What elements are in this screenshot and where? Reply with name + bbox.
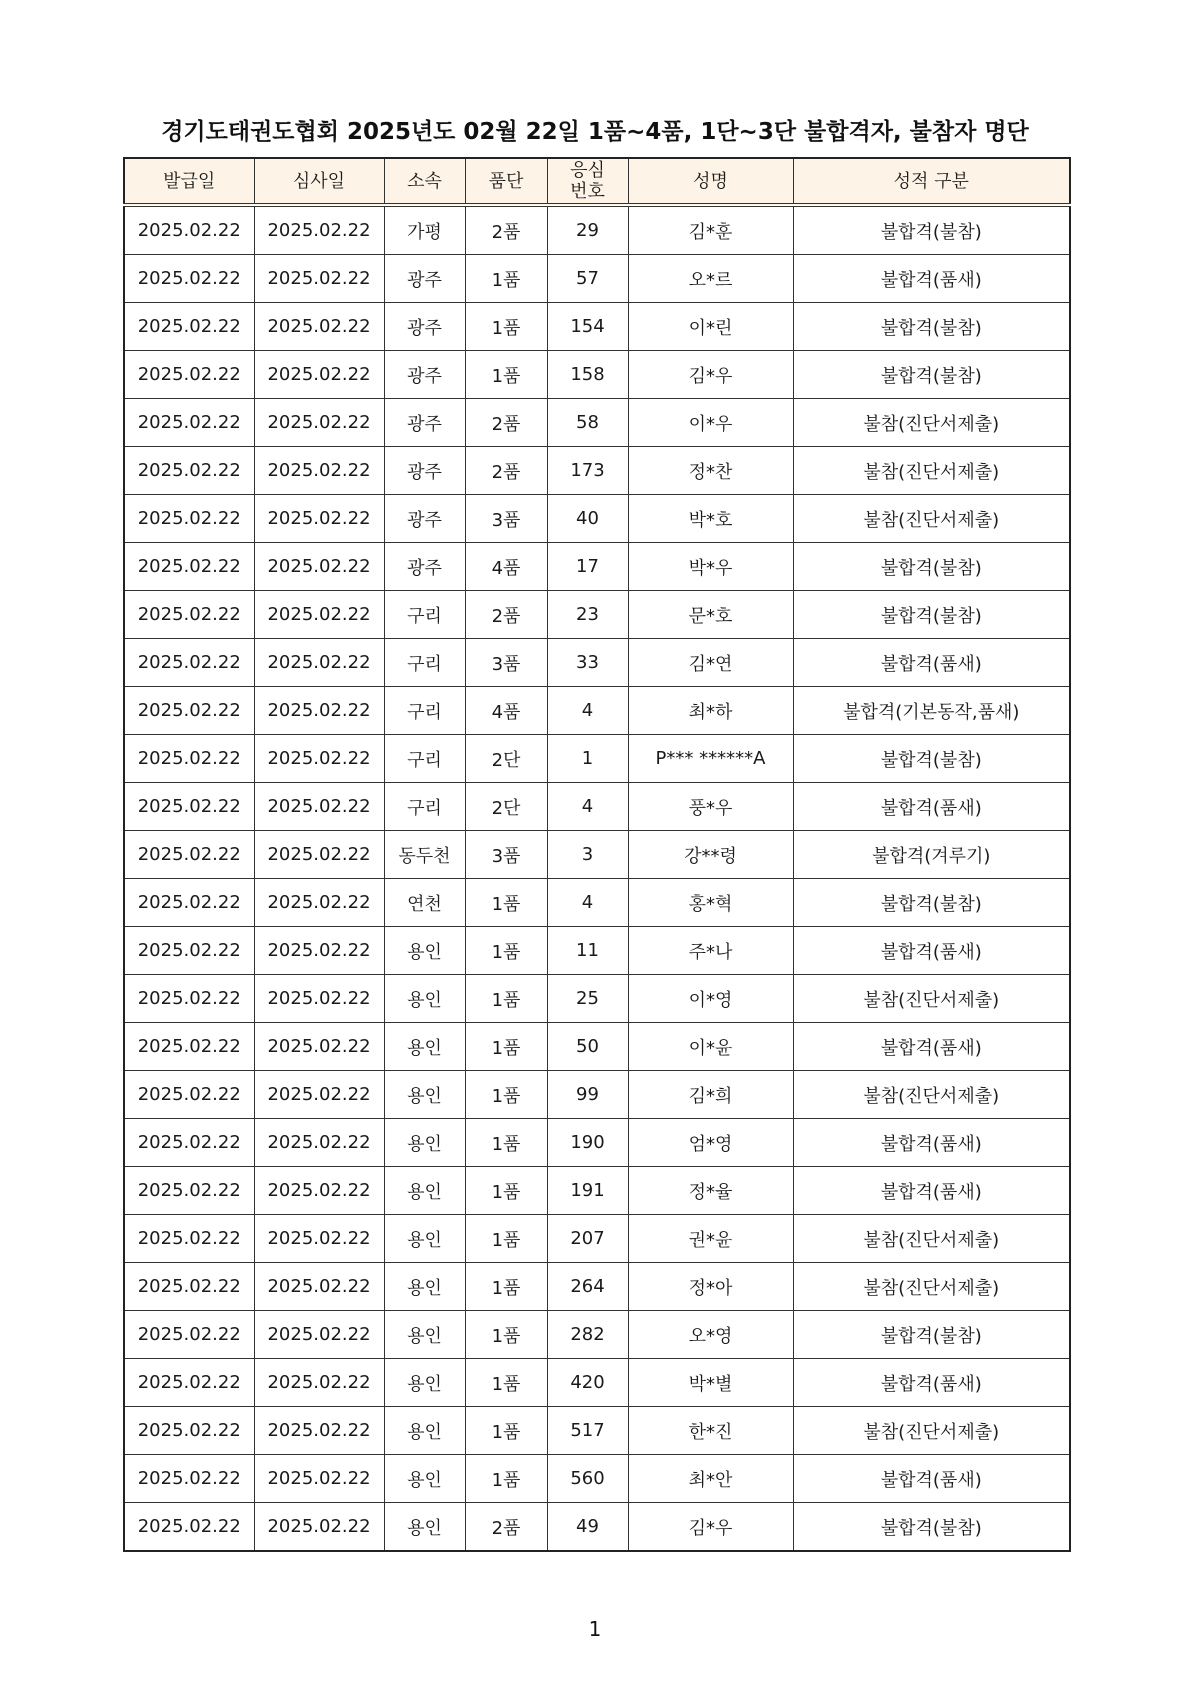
- cell-name: 이*영: [628, 975, 793, 1023]
- cell-exam-number: 58: [547, 399, 628, 447]
- cell-exam-number: 23: [547, 591, 628, 639]
- cell-issue-date: 2025.02.22: [124, 687, 254, 735]
- cell-exam-number: 190: [547, 1119, 628, 1167]
- cell-exam-date: 2025.02.22: [254, 975, 384, 1023]
- cell-club: 용인: [384, 1263, 465, 1311]
- table-row: [124, 399, 1070, 447]
- table-row: [124, 351, 1070, 399]
- cell-club: 용인: [384, 1167, 465, 1215]
- cell-issue-date: 2025.02.22: [124, 543, 254, 591]
- cell-result: 불합격(불참): [793, 591, 1070, 639]
- cell-grade: 2품: [465, 205, 547, 255]
- cell-club: 용인: [384, 1215, 465, 1263]
- cell-issue-date: 2025.02.22: [124, 1503, 254, 1552]
- cell-club: 광주: [384, 543, 465, 591]
- cell-exam-date: 2025.02.22: [254, 927, 384, 975]
- cell-club: 구리: [384, 639, 465, 687]
- cell-name: 엄*영: [628, 1119, 793, 1167]
- table-row: [124, 591, 1070, 639]
- cell-name: 김*연: [628, 639, 793, 687]
- cell-name: 오*영: [628, 1311, 793, 1359]
- table-row: [124, 975, 1070, 1023]
- cell-exam-number: 11: [547, 927, 628, 975]
- table-row: [124, 495, 1070, 543]
- cell-issue-date: 2025.02.22: [124, 1359, 254, 1407]
- cell-club: 용인: [384, 1359, 465, 1407]
- table-row: [124, 205, 1070, 255]
- cell-grade: 2품: [465, 1503, 547, 1552]
- cell-exam-number: 158: [547, 351, 628, 399]
- cell-club: 광주: [384, 351, 465, 399]
- cell-name: 풍*우: [628, 783, 793, 831]
- cell-club: 구리: [384, 735, 465, 783]
- header-name: 성명: [628, 158, 793, 205]
- cell-club: 용인: [384, 1311, 465, 1359]
- cell-exam-number: 207: [547, 1215, 628, 1263]
- table-row: [124, 1407, 1070, 1455]
- cell-name: 김*우: [628, 351, 793, 399]
- cell-result: 불합격(불참): [793, 879, 1070, 927]
- cell-club: 용인: [384, 1023, 465, 1071]
- cell-result: 불합격(품새): [793, 927, 1070, 975]
- cell-exam-date: 2025.02.22: [254, 783, 384, 831]
- cell-grade: 1품: [465, 1023, 547, 1071]
- cell-exam-number: 3: [547, 831, 628, 879]
- cell-grade: 1품: [465, 1311, 547, 1359]
- cell-grade: 1품: [465, 927, 547, 975]
- header-row: [124, 158, 1070, 205]
- cell-issue-date: 2025.02.22: [124, 783, 254, 831]
- cell-exam-date: 2025.02.22: [254, 687, 384, 735]
- cell-exam-number: 191: [547, 1167, 628, 1215]
- cell-result: 불합격(품새): [793, 1167, 1070, 1215]
- cell-name: 권*윤: [628, 1215, 793, 1263]
- cell-issue-date: 2025.02.22: [124, 1023, 254, 1071]
- cell-club: 용인: [384, 1071, 465, 1119]
- cell-exam-date: 2025.02.22: [254, 1455, 384, 1503]
- cell-club: 용인: [384, 1119, 465, 1167]
- table-row: [124, 879, 1070, 927]
- cell-result: 불참(진단서제출): [793, 447, 1070, 495]
- cell-issue-date: 2025.02.22: [124, 1407, 254, 1455]
- document-title: 경기도태권도협회 2025년도 02월 22일 1품~4품, 1단~3단 불합격자, 불참자 명단: [161, 119, 1029, 145]
- cell-grade: 1품: [465, 1359, 547, 1407]
- cell-result: 불합격(품새): [793, 1455, 1070, 1503]
- cell-exam-date: 2025.02.22: [254, 735, 384, 783]
- cell-result: 불합격(불참): [793, 543, 1070, 591]
- cell-club: 용인: [384, 1455, 465, 1503]
- cell-club: 용인: [384, 975, 465, 1023]
- cell-grade: 2단: [465, 735, 547, 783]
- cell-issue-date: 2025.02.22: [124, 879, 254, 927]
- cell-result: 불합격(불참): [793, 1503, 1070, 1552]
- cell-exam-date: 2025.02.22: [254, 255, 384, 303]
- table-row: [124, 1503, 1070, 1552]
- cell-name: 이*윤: [628, 1023, 793, 1071]
- cell-issue-date: 2025.02.22: [124, 735, 254, 783]
- cell-exam-date: 2025.02.22: [254, 1503, 384, 1552]
- cell-result: 불합격(품새): [793, 1359, 1070, 1407]
- cell-exam-number: 25: [547, 975, 628, 1023]
- cell-club: 용인: [384, 927, 465, 975]
- cell-exam-date: 2025.02.22: [254, 1407, 384, 1455]
- cell-exam-date: 2025.02.22: [254, 1263, 384, 1311]
- cell-name: 이*우: [628, 399, 793, 447]
- cell-result: 불합격(기본동작,품새): [793, 687, 1070, 735]
- cell-club: 구리: [384, 687, 465, 735]
- cell-grade: 1품: [465, 975, 547, 1023]
- table-body: [124, 205, 1070, 1551]
- cell-grade: 1품: [465, 1215, 547, 1263]
- cell-grade: 1품: [465, 1167, 547, 1215]
- cell-result: 불합격(품새): [793, 639, 1070, 687]
- table-row: [124, 1311, 1070, 1359]
- cell-issue-date: 2025.02.22: [124, 1071, 254, 1119]
- cell-grade: 3품: [465, 831, 547, 879]
- cell-name: 홍*혁: [628, 879, 793, 927]
- header-result: 성적 구분: [793, 158, 1070, 205]
- cell-exam-date: 2025.02.22: [254, 879, 384, 927]
- table-header: [124, 158, 1070, 205]
- cell-club: 구리: [384, 783, 465, 831]
- cell-exam-date: 2025.02.22: [254, 1359, 384, 1407]
- cell-club: 광주: [384, 495, 465, 543]
- cell-name: 문*호: [628, 591, 793, 639]
- cell-name: 정*율: [628, 1167, 793, 1215]
- cell-exam-date: 2025.02.22: [254, 447, 384, 495]
- cell-issue-date: 2025.02.22: [124, 831, 254, 879]
- cell-issue-date: 2025.02.22: [124, 399, 254, 447]
- cell-club: 용인: [384, 1407, 465, 1455]
- cell-issue-date: 2025.02.22: [124, 1311, 254, 1359]
- cell-grade: 1품: [465, 1263, 547, 1311]
- cell-issue-date: 2025.02.22: [124, 639, 254, 687]
- cell-exam-date: 2025.02.22: [254, 831, 384, 879]
- cell-name: 김*우: [628, 1503, 793, 1552]
- cell-club: 동두천: [384, 831, 465, 879]
- cell-issue-date: 2025.02.22: [124, 1215, 254, 1263]
- cell-club: 광주: [384, 399, 465, 447]
- cell-name: 오*르: [628, 255, 793, 303]
- table-row: [124, 639, 1070, 687]
- cell-grade: 1품: [465, 255, 547, 303]
- cell-result: 불합격(겨루기): [793, 831, 1070, 879]
- cell-exam-date: 2025.02.22: [254, 351, 384, 399]
- cell-exam-number: 57: [547, 255, 628, 303]
- cell-result: 불합격(품새): [793, 1119, 1070, 1167]
- cell-name: 최*하: [628, 687, 793, 735]
- page-number: 1: [588, 1617, 602, 1641]
- cell-grade: 1품: [465, 303, 547, 351]
- cell-exam-date: 2025.02.22: [254, 543, 384, 591]
- header-club: 소속: [384, 158, 465, 205]
- cell-grade: 4품: [465, 687, 547, 735]
- table-row: [124, 255, 1070, 303]
- cell-grade: 1품: [465, 1071, 547, 1119]
- cell-club: 구리: [384, 591, 465, 639]
- cell-club: 광주: [384, 303, 465, 351]
- header-grade: 품단: [465, 158, 547, 205]
- cell-issue-date: 2025.02.22: [124, 447, 254, 495]
- header-exam-date: 심사일: [254, 158, 384, 205]
- table-row: [124, 1071, 1070, 1119]
- cell-exam-number: 560: [547, 1455, 628, 1503]
- cell-result: 불참(진단서제출): [793, 1215, 1070, 1263]
- table-row: [124, 927, 1070, 975]
- cell-name: 김*희: [628, 1071, 793, 1119]
- cell-exam-date: 2025.02.22: [254, 205, 384, 255]
- cell-result: 불참(진단서제출): [793, 495, 1070, 543]
- cell-exam-date: 2025.02.22: [254, 639, 384, 687]
- header-issue-date: 발급일: [124, 158, 254, 205]
- table-row: [124, 543, 1070, 591]
- cell-exam-date: 2025.02.22: [254, 1119, 384, 1167]
- cell-issue-date: 2025.02.22: [124, 1167, 254, 1215]
- cell-club: 용인: [384, 1503, 465, 1552]
- table-row: [124, 1167, 1070, 1215]
- cell-grade: 2품: [465, 399, 547, 447]
- cell-name: 최*안: [628, 1455, 793, 1503]
- cell-result: 불참(진단서제출): [793, 399, 1070, 447]
- table-row: [124, 1215, 1070, 1263]
- cell-grade: 1품: [465, 1455, 547, 1503]
- cell-name: 주*나: [628, 927, 793, 975]
- cell-issue-date: 2025.02.22: [124, 351, 254, 399]
- cell-result: 불합격(품새): [793, 1023, 1070, 1071]
- cell-exam-number: 4: [547, 783, 628, 831]
- cell-grade: 3품: [465, 639, 547, 687]
- cell-result: 불참(진단서제출): [793, 1407, 1070, 1455]
- cell-exam-number: 173: [547, 447, 628, 495]
- cell-name: 박*우: [628, 543, 793, 591]
- cell-issue-date: 2025.02.22: [124, 303, 254, 351]
- cell-grade: 4품: [465, 543, 547, 591]
- cell-issue-date: 2025.02.22: [124, 927, 254, 975]
- cell-name: 김*훈: [628, 205, 793, 255]
- cell-exam-date: 2025.02.22: [254, 1215, 384, 1263]
- cell-name: 한*진: [628, 1407, 793, 1455]
- cell-name: 박*별: [628, 1359, 793, 1407]
- cell-issue-date: 2025.02.22: [124, 495, 254, 543]
- cell-exam-number: 264: [547, 1263, 628, 1311]
- cell-issue-date: 2025.02.22: [124, 591, 254, 639]
- cell-exam-date: 2025.02.22: [254, 399, 384, 447]
- cell-result: 불참(진단서제출): [793, 1071, 1070, 1119]
- table-row: [124, 1455, 1070, 1503]
- cell-name: 정*찬: [628, 447, 793, 495]
- cell-exam-number: 50: [547, 1023, 628, 1071]
- table-row: [124, 1023, 1070, 1071]
- cell-issue-date: 2025.02.22: [124, 1263, 254, 1311]
- cell-exam-number: 4: [547, 687, 628, 735]
- table-row: [124, 831, 1070, 879]
- header-exam-number: 응심 번호: [547, 158, 628, 205]
- cell-grade: 2품: [465, 447, 547, 495]
- cell-exam-number: 17: [547, 543, 628, 591]
- table-row: [124, 1119, 1070, 1167]
- cell-result: 불합격(불참): [793, 735, 1070, 783]
- cell-exam-number: 4: [547, 879, 628, 927]
- cell-result: 불참(진단서제출): [793, 1263, 1070, 1311]
- cell-exam-number: 40: [547, 495, 628, 543]
- cell-issue-date: 2025.02.22: [124, 255, 254, 303]
- table-row: [124, 447, 1070, 495]
- cell-exam-number: 99: [547, 1071, 628, 1119]
- cell-club: 광주: [384, 447, 465, 495]
- cell-exam-date: 2025.02.22: [254, 1023, 384, 1071]
- cell-exam-number: 1: [547, 735, 628, 783]
- cell-exam-number: 29: [547, 205, 628, 255]
- cell-exam-number: 154: [547, 303, 628, 351]
- cell-club: 가평: [384, 205, 465, 255]
- table-row: [124, 1359, 1070, 1407]
- table-row: [124, 783, 1070, 831]
- cell-name: 정*아: [628, 1263, 793, 1311]
- cell-name: 이*린: [628, 303, 793, 351]
- cell-grade: 1품: [465, 879, 547, 927]
- cell-result: 불합격(불참): [793, 205, 1070, 255]
- results-table: [123, 157, 1071, 1552]
- table-row: [124, 735, 1070, 783]
- cell-grade: 1품: [465, 351, 547, 399]
- cell-name: P*** ******A: [628, 735, 793, 783]
- cell-exam-date: 2025.02.22: [254, 1167, 384, 1215]
- cell-club: 광주: [384, 255, 465, 303]
- table-row: [124, 1263, 1070, 1311]
- cell-exam-number: 420: [547, 1359, 628, 1407]
- cell-exam-number: 49: [547, 1503, 628, 1552]
- cell-result: 불합격(불참): [793, 1311, 1070, 1359]
- cell-grade: 1품: [465, 1119, 547, 1167]
- cell-exam-date: 2025.02.22: [254, 591, 384, 639]
- cell-result: 불합격(불참): [793, 351, 1070, 399]
- cell-grade: 1품: [465, 1407, 547, 1455]
- cell-grade: 3품: [465, 495, 547, 543]
- cell-exam-number: 33: [547, 639, 628, 687]
- table-row: [124, 303, 1070, 351]
- cell-grade: 2단: [465, 783, 547, 831]
- table-row: [124, 687, 1070, 735]
- cell-exam-number: 517: [547, 1407, 628, 1455]
- cell-result: 불합격(품새): [793, 255, 1070, 303]
- cell-result: 불합격(품새): [793, 783, 1070, 831]
- cell-exam-date: 2025.02.22: [254, 1071, 384, 1119]
- cell-exam-number: 282: [547, 1311, 628, 1359]
- cell-name: 강**령: [628, 831, 793, 879]
- cell-issue-date: 2025.02.22: [124, 1119, 254, 1167]
- cell-name: 박*호: [628, 495, 793, 543]
- cell-exam-date: 2025.02.22: [254, 303, 384, 351]
- cell-exam-date: 2025.02.22: [254, 1311, 384, 1359]
- cell-exam-date: 2025.02.22: [254, 495, 384, 543]
- cell-result: 불참(진단서제출): [793, 975, 1070, 1023]
- cell-club: 연천: [384, 879, 465, 927]
- cell-result: 불합격(불참): [793, 303, 1070, 351]
- cell-issue-date: 2025.02.22: [124, 205, 254, 255]
- cell-issue-date: 2025.02.22: [124, 1455, 254, 1503]
- cell-issue-date: 2025.02.22: [124, 975, 254, 1023]
- cell-grade: 2품: [465, 591, 547, 639]
